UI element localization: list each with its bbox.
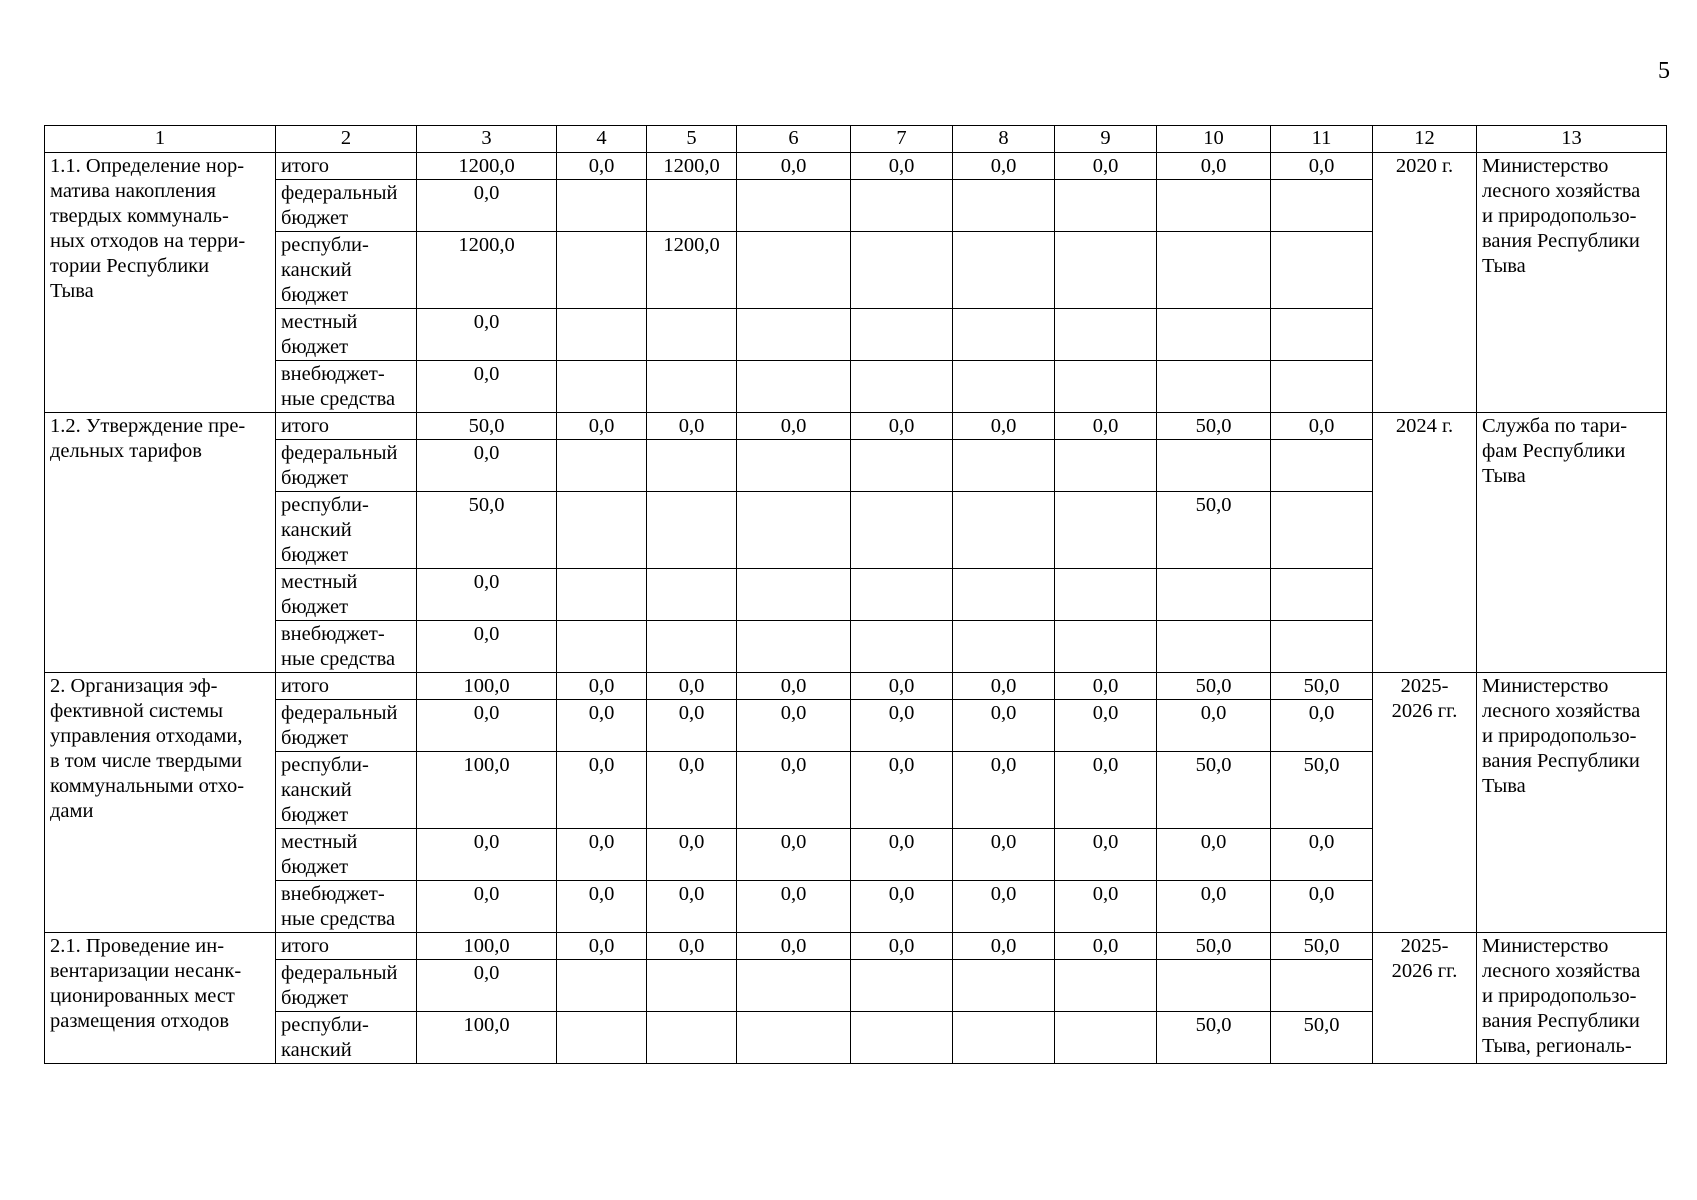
header-cell: 3 [417,126,557,153]
table-row [45,413,1667,440]
header-cell: 1 [45,126,276,153]
value-cell: 50,0 [1271,1012,1373,1064]
value-cell: 0,0 [1055,413,1157,440]
value-cell: 50,0 [1271,673,1373,700]
funding-source: итого [276,673,417,700]
value-cell [953,621,1055,673]
value-cell: 1200,0 [417,153,557,180]
value-cell: 0,0 [1055,933,1157,960]
funding-source: местный бюджет [276,829,417,881]
header-row [45,126,1667,153]
value-cell [851,569,953,621]
funding-source: республи- канский бюджет [276,492,417,569]
value-cell [557,361,647,413]
implementation-period: 2025- 2026 гг. [1373,673,1477,933]
value-cell: 0,0 [737,413,851,440]
table-body [45,126,1667,1064]
value-cell: 0,0 [647,933,737,960]
activity-title: 1.1. Определение нор- матива накопления твердых коммуналь- ных отходов на терри- тории Республики Тыва [45,153,276,413]
value-cell [737,1012,851,1064]
value-cell: 0,0 [1157,881,1271,933]
value-cell [557,232,647,309]
value-cell: 0,0 [647,700,737,752]
value-cell: 50,0 [1157,413,1271,440]
value-cell: 0,0 [953,413,1055,440]
value-cell [953,440,1055,492]
value-cell [1055,492,1157,569]
header-cell: 5 [647,126,737,153]
value-cell: 0,0 [647,829,737,881]
value-cell: 0,0 [1055,881,1157,933]
responsible-executor: Министерство лесного хозяйства и природопользо- вания Республики Тыва [1477,673,1667,933]
value-cell [1271,569,1373,621]
page-number: 5 [1658,58,1670,84]
value-cell [953,309,1055,361]
value-cell [953,180,1055,232]
value-cell: 0,0 [737,673,851,700]
value-cell: 0,0 [851,752,953,829]
value-cell [1271,309,1373,361]
value-cell: 0,0 [1055,700,1157,752]
value-cell [851,309,953,361]
value-cell: 0,0 [417,361,557,413]
funding-source: федеральный бюджет [276,440,417,492]
value-cell [1055,1012,1157,1064]
value-cell: 0,0 [1271,413,1373,440]
value-cell [953,232,1055,309]
value-cell [557,1012,647,1064]
value-cell: 0,0 [953,933,1055,960]
value-cell: 50,0 [1157,673,1271,700]
value-cell [557,180,647,232]
value-cell [557,621,647,673]
value-cell [1055,309,1157,361]
value-cell: 0,0 [953,752,1055,829]
value-cell: 0,0 [647,413,737,440]
value-cell: 0,0 [953,153,1055,180]
value-cell: 0,0 [737,933,851,960]
funding-source: федеральный бюджет [276,960,417,1012]
value-cell [647,309,737,361]
value-cell: 0,0 [953,700,1055,752]
value-cell: 0,0 [737,752,851,829]
value-cell: 0,0 [417,881,557,933]
funding-source: федеральный бюджет [276,700,417,752]
implementation-period: 2025- 2026 гг. [1373,933,1477,1064]
value-cell: 0,0 [557,153,647,180]
value-cell [737,960,851,1012]
value-cell [737,569,851,621]
implementation-period: 2024 г. [1373,413,1477,673]
value-cell: 50,0 [1157,1012,1271,1064]
value-cell: 0,0 [1157,700,1271,752]
value-cell [1055,232,1157,309]
value-cell [647,621,737,673]
value-cell: 100,0 [417,752,557,829]
value-cell [851,232,953,309]
value-cell: 0,0 [851,700,953,752]
value-cell [851,361,953,413]
value-cell [737,440,851,492]
value-cell [557,309,647,361]
value-cell: 0,0 [1055,752,1157,829]
value-cell [557,440,647,492]
funding-source: внебюджет- ные средства [276,881,417,933]
funding-source: республи- канский бюджет [276,752,417,829]
value-cell [1055,440,1157,492]
value-cell [851,492,953,569]
value-cell [1271,440,1373,492]
value-cell [1271,621,1373,673]
value-cell [647,180,737,232]
activity-title: 2. Организация эф- фективной системы управления отходами, в том числе твердыми коммунальными отхо- дами [45,673,276,933]
value-cell [647,960,737,1012]
value-cell: 50,0 [417,492,557,569]
value-cell [737,180,851,232]
funding-source: местный бюджет [276,309,417,361]
value-cell [737,361,851,413]
value-cell: 0,0 [557,413,647,440]
value-cell: 50,0 [1157,492,1271,569]
value-cell: 0,0 [851,413,953,440]
responsible-executor: Министерство лесного хозяйства и природопользо- вания Республики Тыва, региональ- [1477,933,1667,1064]
value-cell: 0,0 [1055,153,1157,180]
value-cell: 0,0 [1271,829,1373,881]
value-cell [737,232,851,309]
value-cell: 0,0 [1157,153,1271,180]
funding-source: внебюджет- ные средства [276,621,417,673]
value-cell: 0,0 [1271,153,1373,180]
value-cell: 0,0 [417,960,557,1012]
funding-source: итого [276,413,417,440]
funding-source: республи- канский [276,1012,417,1064]
header-cell: 9 [1055,126,1157,153]
value-cell: 0,0 [1055,673,1157,700]
value-cell [953,1012,1055,1064]
funding-source: местный бюджет [276,569,417,621]
value-cell [1055,569,1157,621]
value-cell [851,621,953,673]
value-cell [557,960,647,1012]
funding-source: федеральный бюджет [276,180,417,232]
value-cell: 0,0 [851,153,953,180]
header-cell: 13 [1477,126,1667,153]
value-cell: 0,0 [647,673,737,700]
value-cell: 0,0 [953,673,1055,700]
value-cell [557,569,647,621]
value-cell [1055,361,1157,413]
value-cell: 50,0 [1157,752,1271,829]
value-cell [1271,232,1373,309]
value-cell [1157,361,1271,413]
value-cell: 0,0 [417,309,557,361]
value-cell [647,569,737,621]
value-cell: 1200,0 [647,153,737,180]
value-cell: 0,0 [417,180,557,232]
value-cell: 0,0 [417,621,557,673]
header-cell: 8 [953,126,1055,153]
value-cell [1055,621,1157,673]
value-cell: 0,0 [417,440,557,492]
value-cell: 0,0 [851,881,953,933]
value-cell: 0,0 [557,829,647,881]
value-cell: 0,0 [953,829,1055,881]
header-cell: 10 [1157,126,1271,153]
value-cell: 0,0 [851,933,953,960]
table-row [45,153,1667,180]
value-cell [953,960,1055,1012]
value-cell [1271,492,1373,569]
value-cell [851,440,953,492]
value-cell: 0,0 [557,752,647,829]
value-cell: 0,0 [557,881,647,933]
value-cell: 1200,0 [417,232,557,309]
header-cell: 4 [557,126,647,153]
header-cell: 2 [276,126,417,153]
table-row [45,673,1667,700]
value-cell: 0,0 [737,153,851,180]
value-cell [737,492,851,569]
value-cell [1271,180,1373,232]
budget-table [44,125,1667,1064]
header-cell: 12 [1373,126,1477,153]
funding-source: республи- канский бюджет [276,232,417,309]
value-cell [1055,960,1157,1012]
value-cell: 0,0 [647,881,737,933]
value-cell [647,440,737,492]
header-cell: 7 [851,126,953,153]
value-cell: 50,0 [1157,933,1271,960]
value-cell: 0,0 [417,700,557,752]
value-cell [1271,361,1373,413]
value-cell [1157,440,1271,492]
value-cell: 0,0 [557,700,647,752]
value-cell [1157,569,1271,621]
value-cell: 0,0 [953,881,1055,933]
value-cell: 100,0 [417,933,557,960]
value-cell: 1200,0 [647,232,737,309]
value-cell: 100,0 [417,1012,557,1064]
value-cell: 0,0 [557,933,647,960]
value-cell: 50,0 [417,413,557,440]
value-cell: 0,0 [851,829,953,881]
funding-source: итого [276,153,417,180]
value-cell [851,180,953,232]
value-cell: 0,0 [417,569,557,621]
value-cell [953,569,1055,621]
value-cell [557,492,647,569]
value-cell [647,361,737,413]
activity-title: 1.2. Утверждение пре- дельных тарифов [45,413,276,673]
value-cell [851,1012,953,1064]
activity-title: 2.1. Проведение ин- вентаризации несанк- ционированных мест размещения отходов [45,933,276,1064]
value-cell: 0,0 [417,829,557,881]
value-cell [737,309,851,361]
value-cell [953,361,1055,413]
value-cell: 0,0 [1055,829,1157,881]
value-cell [953,492,1055,569]
header-cell: 6 [737,126,851,153]
value-cell: 50,0 [1271,933,1373,960]
value-cell [737,621,851,673]
value-cell [1157,309,1271,361]
table-row [45,933,1667,960]
value-cell: 0,0 [737,881,851,933]
value-cell: 0,0 [1271,700,1373,752]
value-cell [1157,180,1271,232]
funding-source: итого [276,933,417,960]
value-cell: 50,0 [1271,752,1373,829]
value-cell: 0,0 [1157,829,1271,881]
header-cell: 11 [1271,126,1373,153]
value-cell: 0,0 [1271,881,1373,933]
value-cell: 0,0 [851,673,953,700]
value-cell [647,1012,737,1064]
value-cell: 0,0 [737,700,851,752]
responsible-executor: Служба по тари- фам Республики Тыва [1477,413,1667,673]
implementation-period: 2020 г. [1373,153,1477,413]
value-cell [1157,960,1271,1012]
value-cell [647,492,737,569]
funding-source: внебюджет- ные средства [276,361,417,413]
value-cell [851,960,953,1012]
value-cell [1055,180,1157,232]
responsible-executor: Министерство лесного хозяйства и природопользо- вания Республики Тыва [1477,153,1667,413]
value-cell [1271,960,1373,1012]
value-cell: 0,0 [737,829,851,881]
value-cell: 0,0 [647,752,737,829]
value-cell [1157,621,1271,673]
value-cell [1157,232,1271,309]
value-cell: 100,0 [417,673,557,700]
value-cell: 0,0 [557,673,647,700]
